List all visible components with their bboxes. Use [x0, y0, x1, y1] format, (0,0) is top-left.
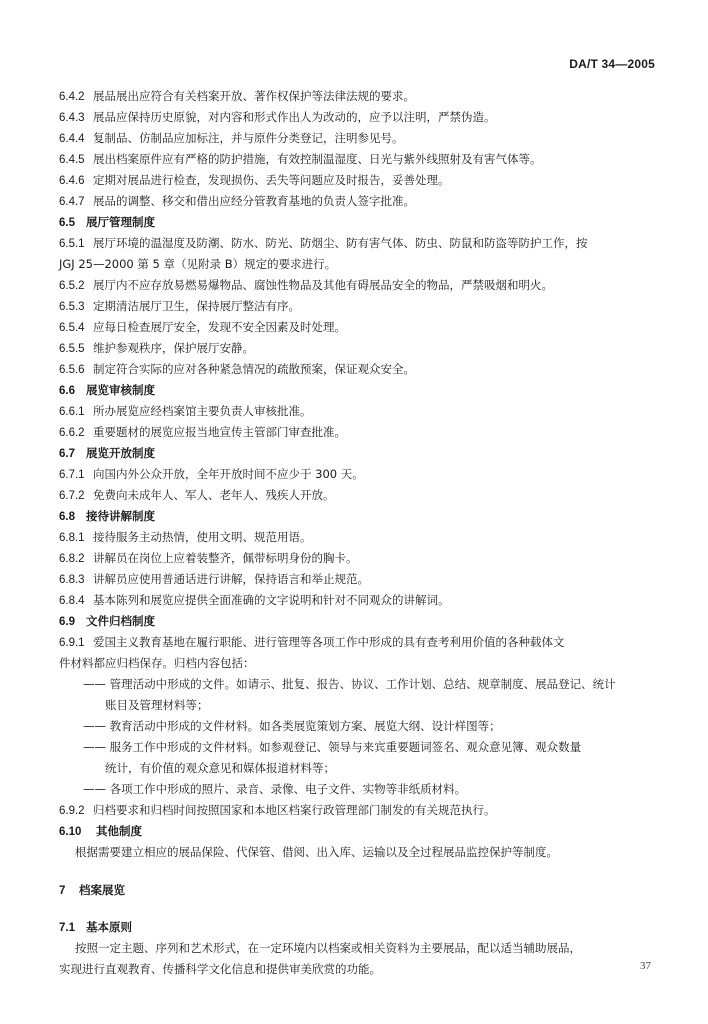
- section-heading-6-10: 6.10 其他制度: [59, 824, 142, 838]
- clause-6-9-2: 6.9.2 归档要求和归档时间按照国家和本地区档案行政管理部门制发的有关规范执行。: [59, 803, 496, 817]
- clause-6-10-body: 根据需要建立相应的展品保险、代保管、借阅、出入库、运输以及全过程展品监控保护等制度。: [75, 845, 558, 859]
- section-heading-6-8: 6.8 接待讲解制度: [59, 509, 155, 523]
- clause-6-5-2: 6.5.2 展厅内不应存放易燃易爆物品、腐蚀性物品及其他有碍展品安全的物品，严禁吸烟和明火。: [59, 278, 553, 292]
- clause-6-5-5: 6.5.5 维护参观秩序，保护展厅安静。: [59, 341, 254, 355]
- page-number: 37: [640, 960, 651, 972]
- standard-id-header: DA/T 34—2005: [569, 57, 655, 71]
- clause-6-9-1: 6.9.1 爱国主义教育基地在履行职能、进行管理等各项工作中形成的具有查考利用价值的各种载体文: [59, 635, 565, 649]
- section-heading-7-1: 7.1 基本原则: [59, 920, 132, 934]
- section-heading-6-5: 6.5 展厅管理制度: [59, 215, 155, 229]
- clause-6-4-3: 6.4.3 展品应保持历史原貌，对内容和形式作出人为改动的，应予以注明，严禁伪造。: [59, 110, 496, 124]
- clause-6-4-4: 6.4.4 复制品、仿制品应加标注，并与原件分类登记，注明参见号。: [59, 131, 404, 145]
- clause-6-9-1-continued: 件材料都应归档保存。归档内容包括：: [59, 656, 255, 670]
- section-heading-6-6: 6.6 展览审核制度: [59, 383, 155, 397]
- clause-7-1-body-continued: 实现进行直观教育、传播科学文化信息和提供审美欣赏的功能。: [59, 962, 381, 976]
- clause-6-5-4: 6.5.4 应每日检查展厅安全，发现不安全因素及时处理。: [59, 320, 346, 334]
- clause-6-8-1: 6.8.1 接待服务主动热情，使用文明、规范用语。: [59, 530, 312, 544]
- list-item-management: —— 管理活动中形成的文件。如请示、批复、报告、协议、工作计划、总结、规章制度、展品登记、统计: [83, 677, 616, 691]
- clause-6-8-3: 6.8.3 讲解员应使用普通话进行讲解，保持语言和举止规范。: [59, 572, 369, 586]
- clause-6-5-1-continued: JGJ 25—2000 第 5 章（见附录 B）规定的要求进行。: [59, 257, 337, 271]
- clause-6-5-6: 6.5.6 制定符合实际的应对各种紧急情况的疏散预案，保证观众安全。: [59, 362, 415, 376]
- list-item-management-continued: 账目及管理材料等；: [105, 698, 209, 712]
- clause-6-4-2: 6.4.2 展品展出应符合有关档案开放、著作权保护等法律法规的要求。: [59, 89, 415, 103]
- list-item-education: —— 教育活动中形成的文件材料。如各类展览策划方案、展览大纲、设计样图等；: [83, 719, 501, 733]
- clause-7-1-body: 按照一定主题、序列和艺术形式，在一定环境内以档案或相关资料为主要展品，配以适当辅助展品，: [75, 941, 581, 955]
- clause-6-4-6: 6.4.6 定期对展品进行检查，发现损伤、丢失等问题应及时报告，妥善处理。: [59, 173, 450, 187]
- clause-6-4-5: 6.4.5 展出档案原件应有严格的防护措施，有效控制温湿度、日光与紫外线照射及有害气体等。: [59, 152, 542, 166]
- clause-6-5-3: 6.5.3 定期清洁展厅卫生，保持展厅整洁有序。: [59, 299, 300, 313]
- section-heading-6-9: 6.9 文件归档制度: [59, 614, 155, 628]
- list-item-media: —— 各项工作中形成的照片、录音、录像、电子文件、实物等非纸质材料。: [83, 782, 467, 796]
- clause-6-4-7: 6.4.7 展品的调整、移交和借出应经分管教育基地的负责人签字批准。: [59, 194, 415, 208]
- list-item-service: —— 服务工作中形成的文件材料。如参观登记、领导与来宾重要题词签名、观众意见簿、观众数量: [83, 740, 582, 754]
- clause-6-7-2: 6.7.2 免费向未成年人、军人、老年人、残疾人开放。: [59, 488, 335, 502]
- clause-6-8-4: 6.8.4 基本陈列和展览应提供全面准确的文字说明和针对不同观众的讲解词。: [59, 593, 450, 607]
- chapter-heading-7: 7 档案展览: [59, 883, 125, 897]
- list-item-service-continued: 统计，有价值的观众意见和媒体报道材料等；: [105, 761, 335, 775]
- clause-6-5-1: 6.5.1 展厅环境的温湿度及防潮、防水、防光、防烟尘、防有害气体、防虫、防鼠和防盗等防护工作，按: [59, 236, 588, 250]
- clause-6-8-2: 6.8.2 讲解员在岗位上应着装整齐，佩带标明身份的胸卡。: [59, 551, 358, 565]
- clause-6-7-1: 6.7.1 向国内外公众开放，全年开放时间不应少于 300 天。: [59, 467, 364, 481]
- clause-6-6-1: 6.6.1 所办展览应经档案馆主要负责人审核批准。: [59, 404, 312, 418]
- clause-6-6-2: 6.6.2 重要题材的展览应报当地宣传主管部门审查批准。: [59, 425, 346, 439]
- section-heading-6-7: 6.7 展览开放制度: [59, 446, 155, 460]
